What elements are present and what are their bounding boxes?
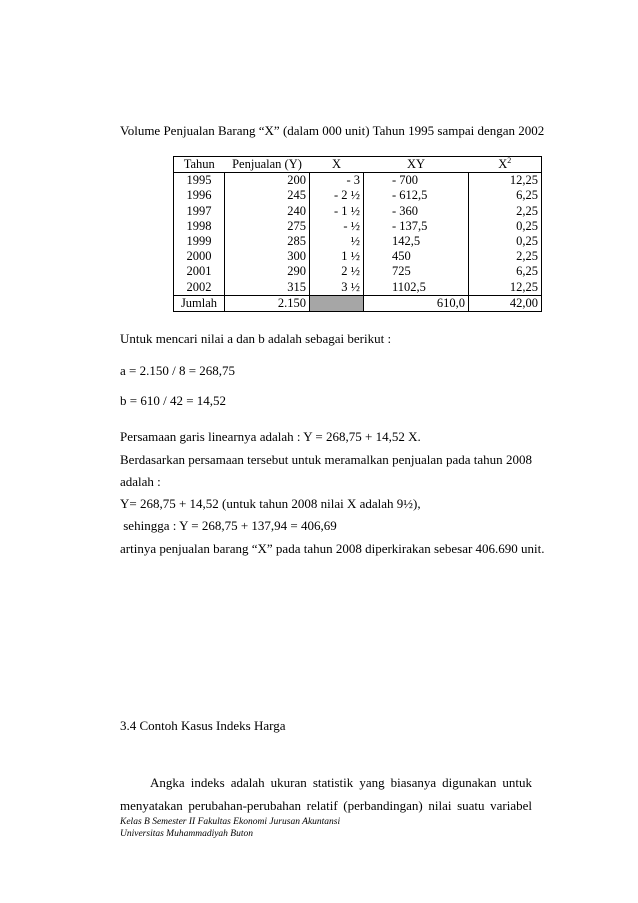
header-penjualan: Penjualan (Y) xyxy=(225,157,310,173)
section-heading: 3.4 Contoh Kasus Indeks Harga xyxy=(120,718,286,733)
table-cell: - 3 xyxy=(310,173,364,189)
table-cell: 2,25 xyxy=(469,204,542,219)
table-cell: 2 ½ xyxy=(310,264,364,279)
table-total-row xyxy=(174,295,542,311)
table-cell: ½ xyxy=(310,234,364,249)
footer-line-1: Kelas B Semester II Fakultas Ekonomi Jurusan Akuntansi xyxy=(120,817,341,827)
total-cell: 2.150 xyxy=(225,295,310,311)
table-cell: 725 xyxy=(364,264,469,279)
total-cell: 42,00 xyxy=(469,295,542,311)
table-cell: 315 xyxy=(225,280,310,296)
table-header-row xyxy=(174,157,542,173)
header-x2 xyxy=(469,157,542,173)
table-cell: 1 ½ xyxy=(310,249,364,264)
table-row xyxy=(174,264,542,279)
table-cell: 2,25 xyxy=(469,249,542,264)
table-cell: - 612,5 xyxy=(364,188,469,203)
table-cell: 450 xyxy=(364,249,469,264)
table-row xyxy=(174,204,542,219)
a-equation: a = 2.150 / 8 = 268,75 xyxy=(120,363,236,378)
result-equation: sehingga : Y = 268,75 + 137,94 = 406,69 xyxy=(120,518,337,533)
table-cell: 1102,5 xyxy=(364,280,469,296)
table-cell: 290 xyxy=(225,264,310,279)
linear-equation: Persamaan garis linearnya adalah : Y = 268,75 + 14,52 X. xyxy=(120,429,421,444)
table-cell: 2001 xyxy=(174,264,225,279)
header-x: X xyxy=(310,157,364,173)
table-cell: - 360 xyxy=(364,204,469,219)
table-row xyxy=(174,234,542,249)
header-x2-sup: 2 xyxy=(507,155,512,165)
table-cell: 6,25 xyxy=(469,188,542,203)
table-cell: 2002 xyxy=(174,280,225,296)
table-cell: 6,25 xyxy=(469,264,542,279)
adalah-text: adalah : xyxy=(120,474,161,489)
table-cell: 2000 xyxy=(174,249,225,264)
header-xy: XY xyxy=(364,157,469,173)
table-cell: 1995 xyxy=(174,173,225,189)
table-cell: 1997 xyxy=(174,204,225,219)
table-cell: 12,25 xyxy=(469,280,542,296)
table-cell: 0,25 xyxy=(469,234,542,249)
header-tahun: Tahun xyxy=(174,157,225,173)
table-cell: - 1 ½ xyxy=(310,204,364,219)
table-cell: 1998 xyxy=(174,219,225,234)
table-cell: 1999 xyxy=(174,234,225,249)
table-cell: 200 xyxy=(225,173,310,189)
table-row xyxy=(174,219,542,234)
table-cell: - ½ xyxy=(310,219,364,234)
table-cell: - 700 xyxy=(364,173,469,189)
table-cell: 300 xyxy=(225,249,310,264)
table-cell: - 2 ½ xyxy=(310,188,364,203)
table-cell: 275 xyxy=(225,219,310,234)
y-equation: Y= 268,75 + 14,52 (untuk tahun 2008 nilai X adalah 9½), xyxy=(120,496,421,511)
table-row xyxy=(174,249,542,264)
table-title: Volume Penjualan Barang “X” (dalam 000 unit) Tahun 1995 sampai dengan 2002 xyxy=(120,123,545,138)
total-cell: 610,0 xyxy=(364,295,469,311)
total-cell xyxy=(310,295,364,311)
table-cell: 142,5 xyxy=(364,234,469,249)
table-cell: 245 xyxy=(225,188,310,203)
table-cell: 3 ½ xyxy=(310,280,364,296)
b-equation: b = 610 / 42 = 14,52 xyxy=(120,393,227,408)
conclusion-text: artinya penjualan barang “X” pada tahun 2008 diperkirakan sebesar 406.690 unit. xyxy=(120,541,545,556)
sales-table xyxy=(173,156,542,312)
table-cell: 1996 xyxy=(174,188,225,203)
paragraph-line-2: menyatakan perubahan-perubahan relatif (perbandingan) nilai suatu variabel xyxy=(120,798,532,813)
table-row xyxy=(174,280,542,296)
table-cell: - 137,5 xyxy=(364,219,469,234)
footer-line-2: Universitas Muhammadiyah Buton xyxy=(120,829,253,839)
table-cell: 285 xyxy=(225,234,310,249)
header-x2-base: X xyxy=(498,157,508,172)
paragraph-line-1: Angka indeks adalah ukuran statistik yang biasanya digunakan untuk xyxy=(150,775,532,790)
total-cell: Jumlah xyxy=(174,295,225,311)
table-cell: 240 xyxy=(225,204,310,219)
forecast-text: Berdasarkan persamaan tersebut untuk meramalkan penjualan pada tahun 2008 xyxy=(120,452,532,467)
table-row xyxy=(174,188,542,203)
table-cell: 12,25 xyxy=(469,173,542,189)
intro-text: Untuk mencari nilai a dan b adalah sebagai berikut : xyxy=(120,331,392,346)
table-row xyxy=(174,173,542,189)
table-cell: 0,25 xyxy=(469,219,542,234)
